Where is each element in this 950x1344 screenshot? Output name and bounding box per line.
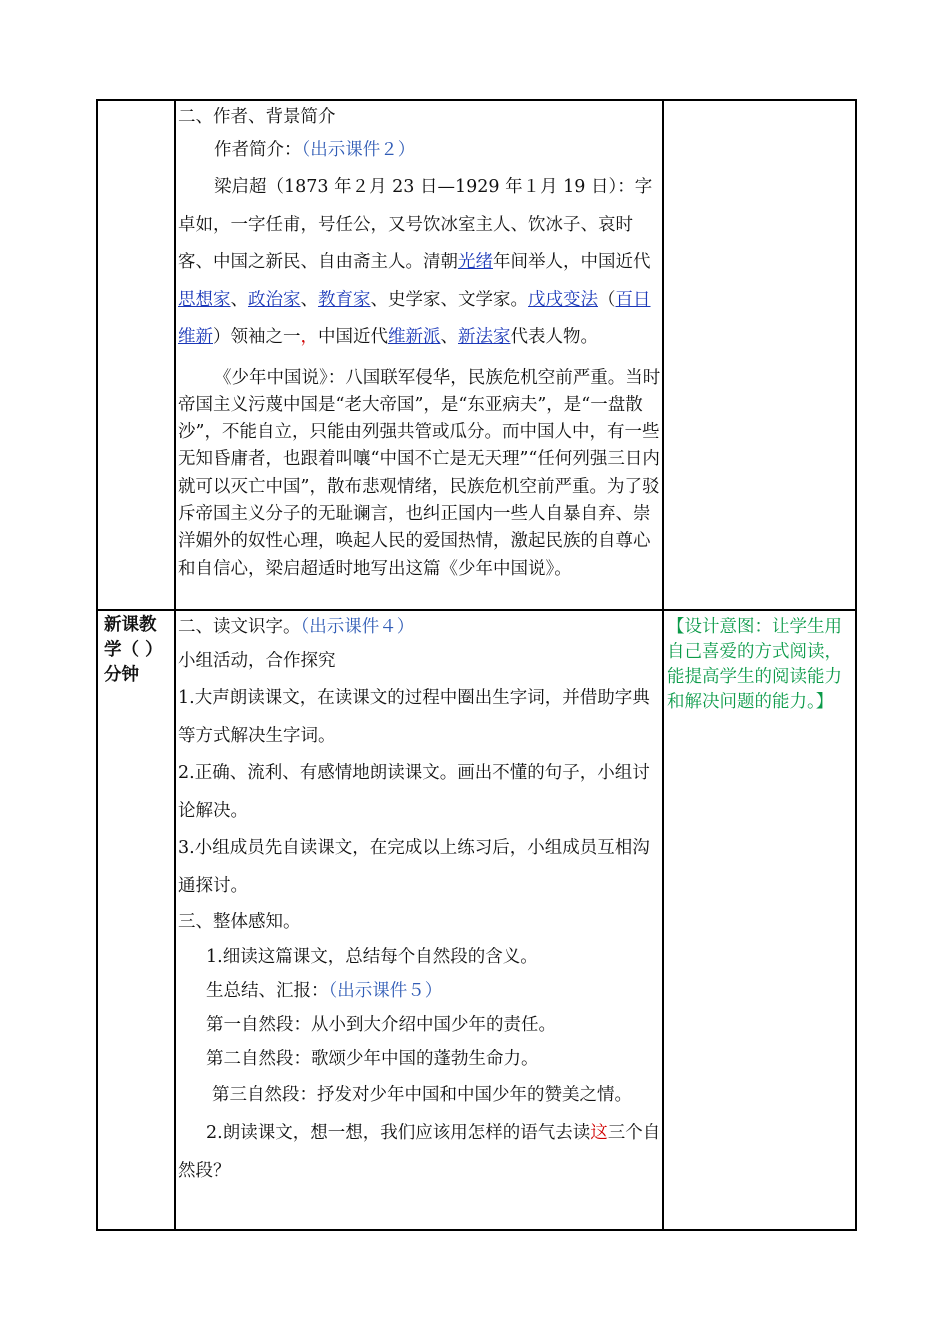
author-bio [178, 169, 661, 357]
bio-text-4: （ [598, 289, 616, 310]
content-cell-reading [175, 610, 663, 1230]
summary-line [178, 974, 661, 1008]
link-xinfajia[interactable]: 新法家 [458, 327, 511, 347]
bio-text-2: 年间举人，中国近代 [493, 252, 651, 272]
link-sixiangjia[interactable]: 思想家 [178, 289, 231, 310]
step-2: 2.正确、流利、有感情地朗读课文。画出不懂的句子，小组讨论解决。 [178, 763, 650, 821]
courseware-2-note: （出示课件２） [301, 140, 416, 160]
group-activity: 小组活动，合作探究 [178, 651, 336, 671]
background-paragraph: 《少年中国说》：八国联军侵华，民族危机空前严重。当时帝国主义污蔑中国是“老大帝国”，是“东亚病夫”，是“一盘散沙”，不能自立，只能由列强共管或瓜分。而中国人中，有一些无知昏庸者，也跟着叫嚷“中国不亡是无天理”“任何列强三日内就可以灭亡中国”，散布悲观情绪，民族危机空前严重。为了驳斥帝国主义分子的无耻谰言，也纠正国内一些人自暴自弃、崇洋媚外的奴性心理，唤起人民的爱国热情，激起民族的自尊心和自信心，梁启超适时地写出这篇《少年中国说》。 [178, 367, 661, 579]
left-label-cell-empty [97, 100, 175, 610]
reading-heading-line [178, 613, 661, 642]
bio-text-3: 、史学家、文学家。 [370, 289, 528, 310]
link-guangxu[interactable]: 光绪 [458, 252, 493, 272]
link-weixinpai[interactable]: 维新派 [388, 327, 441, 347]
link-zhengzhijia[interactable]: 政治家 [248, 289, 301, 310]
paragraph-2-summary: 第二自然段：歌颂少年中国的蓬勃生命力。 [206, 1049, 539, 1069]
author-intro-line [178, 132, 661, 169]
step-1: 1.大声朗读课文，在读课文的过程中圈出生字词，并借助字典等方式解决生字词。 [178, 688, 650, 746]
reading-heading: 二、读文识字。 [178, 617, 301, 637]
bio-text-1: 梁启超（1873 年２月 23 日—1929 年１月 19 日）：字卓如，一字任甫，号任公，又号饮冰室主人、饮冰子、哀时客、中国之新民、自由斋主人。清朝 [178, 177, 653, 272]
notes-cell-design-intent [663, 610, 856, 1230]
row-new-lesson [97, 610, 856, 1230]
bio-text-6: 中国近代 [318, 327, 388, 347]
step-3: 3.小组成员先自读课文，在完成以上练习后，小组成员互相沟通探讨。 [178, 838, 650, 896]
lesson-plan-table [96, 99, 857, 1231]
task-2-text-a: 2.朗读课文，想一想，我们应该用怎样的语气去读 [206, 1123, 591, 1143]
left-label-cell [97, 610, 175, 1230]
bio-sep-1: 、 [230, 289, 248, 310]
bio-sep-3: 、 [440, 327, 458, 347]
paragraph-3-summary: 第三自然段：抒发对少年中国和中国少年的赞美之情。 [212, 1085, 632, 1105]
bio-text-5: ）领袖之一 [213, 327, 301, 347]
notes-cell-empty [663, 100, 856, 610]
paragraph-1-summary: 第一自然段：从小到大介绍中国少年的责任。 [206, 1015, 556, 1035]
task-2-red-char: 这 [590, 1123, 608, 1143]
task-1: 1.细读这篇课文，总结每个自然段的含义。 [206, 947, 538, 967]
courseware-5-note: （出示课件５） [328, 981, 443, 1001]
task-2-text-b: 三个自然段？ [178, 1123, 661, 1181]
design-intent-note: 【设计意图：让学生用自己喜爱的方式阅读，能提高学生的阅读能力和解决问题的能力。】 [667, 617, 842, 712]
link-wuxu-bianfa[interactable]: 戊戌变法 [528, 289, 598, 310]
overall-perception-heading: 三、整体感知。 [178, 912, 301, 932]
author-intro-label: 作者简介： [214, 140, 302, 160]
new-lesson-time-label: 新课教学（ ）分钟 [104, 615, 163, 685]
bio-text-7: 代表人物。 [510, 327, 598, 347]
bio-sep-2: 、 [300, 289, 318, 310]
summary-label: 生总结、汇报： [206, 981, 329, 1001]
lesson-page [96, 99, 855, 1231]
row-author-background [97, 100, 856, 610]
link-bairi-weixin[interactable]: 百日维新 [178, 289, 651, 347]
bio-red-comma: ， [300, 327, 318, 347]
task-2 [178, 1114, 661, 1190]
section-heading-author: 二、作者、背景简介 [178, 107, 336, 127]
content-cell-author [175, 100, 663, 610]
courseware-4-note: （出示课件４） [300, 617, 415, 637]
link-jiaoyujia[interactable]: 教育家 [318, 289, 371, 310]
